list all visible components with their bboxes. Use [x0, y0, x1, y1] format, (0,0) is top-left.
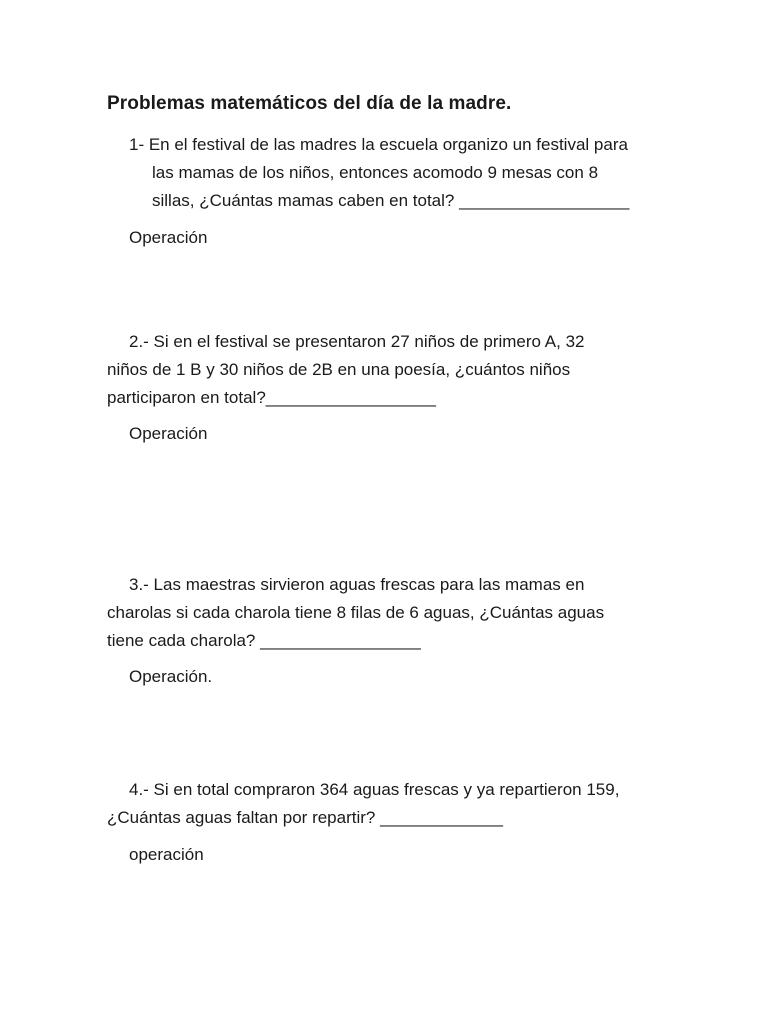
problem-4-operation-label: operación — [129, 845, 204, 864]
problem-2-line-2: niños de 1 B y 30 niños de 2B en una poesía, ¿cuántos niños — [107, 360, 571, 379]
problem-1-line-2: las mamas de los niños, entonces acomodo 9 mesas con 8 — [152, 163, 599, 182]
problem-4-line-2: ¿Cuántas aguas faltan por repartir? _____________ — [107, 808, 504, 827]
problem-2-line-3: participaron en total?__________________ — [107, 388, 436, 407]
problem-2-operation-label: Operación — [129, 424, 208, 443]
problem-1-operation-label: Operación — [129, 228, 208, 247]
problem-3-operation-label: Operación. — [129, 667, 213, 686]
problem-2-line-1: 2.- Si en el festival se presentaron 27 niños de primero A, 32 — [129, 332, 585, 351]
problem-4-line-1: 4.- Si en total compraron 364 aguas frescas y ya repartieron 159, — [129, 780, 620, 799]
problem-3-line-2: charolas si cada charola tiene 8 filas de 6 aguas, ¿Cuántas aguas — [107, 603, 605, 622]
problem-1-line-3: sillas, ¿Cuántas mamas caben en total? __________________ — [152, 191, 630, 210]
problem-1-line-1: 1- En el festival de las madres la escuela organizo un festival para — [129, 135, 628, 154]
problem-3-line-3: tiene cada charola? _________________ — [107, 631, 421, 650]
document-title: Problemas matemáticos del día de la madre. — [107, 93, 512, 114]
problem-3-line-1: 3.- Las maestras sirvieron aguas frescas para las mamas en — [129, 575, 585, 594]
